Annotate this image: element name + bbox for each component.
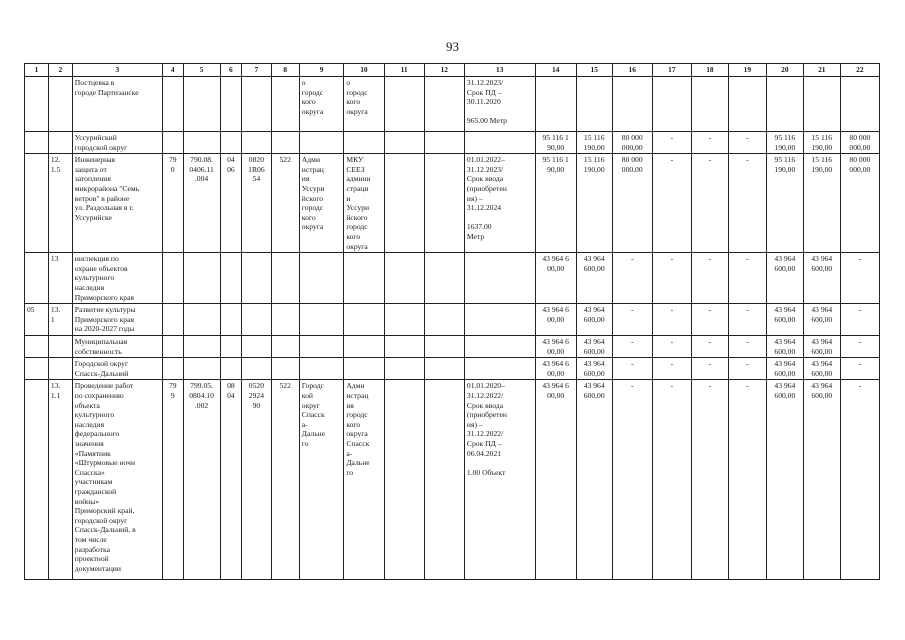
table-cell-col-14: 43 964 6 00,00 — [535, 358, 576, 380]
table-cell-col-18: - — [691, 380, 728, 580]
header-cell: 22 — [840, 64, 879, 77]
table-cell-col-22: - — [840, 380, 879, 580]
table-cell-col-22: 80 000 000,00 — [840, 154, 879, 253]
table-cell-col-2: 13. 1.1 — [48, 380, 72, 580]
table-cell-col-19: - — [728, 253, 766, 304]
table-cell-col-2 — [48, 336, 72, 358]
table-cell-col-9 — [299, 304, 344, 336]
table-cell-col-21: 43 964 600,00 — [803, 304, 840, 336]
table-cell-col-7 — [242, 77, 271, 132]
table-cell-col-9 — [299, 336, 344, 358]
table-cell-col-17: - — [652, 304, 691, 336]
table-cell-col-7 — [242, 253, 271, 304]
table-cell-col-4: 79 9 — [162, 380, 183, 580]
page-number: 93 — [446, 39, 459, 54]
table-cell-col-4 — [162, 132, 183, 154]
table-cell-col-10 — [344, 132, 384, 154]
header-cell: 3 — [72, 64, 162, 77]
table-cell-col-3: Развитие культуры Приморского края на 2020-2027 годы — [72, 304, 162, 336]
table-cell-col-17: - — [652, 132, 691, 154]
table-cell-col-2: 13 — [48, 253, 72, 304]
table-cell-col-11 — [384, 253, 424, 304]
table-cell-col-18: - — [691, 304, 728, 336]
table-row — [25, 304, 880, 336]
table-cell-col-3: Уссурийский городской округ — [72, 132, 162, 154]
table-cell-col-8 — [271, 358, 299, 380]
table-cell-col-5 — [183, 304, 220, 336]
table-cell-col-14: 95 116 1 90,00 — [535, 154, 576, 253]
table-cell-col-2: 12. 1.5 — [48, 154, 72, 253]
table-cell-col-8 — [271, 132, 299, 154]
table-cell-col-20: 43 964 600,00 — [766, 380, 803, 580]
table-cell-col-12 — [424, 336, 464, 358]
table-cell-col-20 — [766, 77, 803, 132]
table-row — [25, 336, 880, 358]
table-cell-col-8 — [271, 253, 299, 304]
table-cell-col-1: 05 — [25, 304, 49, 336]
table-cell-col-18: - — [691, 132, 728, 154]
header-cell: 6 — [220, 64, 242, 77]
table-cell-col-4 — [162, 304, 183, 336]
table-cell-col-2: 13. 1 — [48, 304, 72, 336]
table-cell-col-21: 43 964 600,00 — [803, 253, 840, 304]
table-cell-col-3: Городской округ Спасск-Дальний — [72, 358, 162, 380]
table-cell-col-21: 43 964 600,00 — [803, 380, 840, 580]
table-cell-col-12 — [424, 380, 464, 580]
table-cell-col-21: 15 116 190,00 — [803, 154, 840, 253]
table-cell-col-18: - — [691, 253, 728, 304]
table-cell-col-17 — [652, 77, 691, 132]
table-cell-col-20: 43 964 600,00 — [766, 336, 803, 358]
table-cell-col-15 — [576, 77, 612, 132]
table-cell-col-21 — [803, 77, 840, 132]
table-cell-col-22: - — [840, 304, 879, 336]
header-cell: 4 — [162, 64, 183, 77]
table-cell-col-12 — [424, 358, 464, 380]
table-cell-col-13: 01.01.2020– 31.12.2022/ Срок ввода (приобретен ия) – 31.12.2022/ Срок ПД – 06.04.2021 1.00 Объект — [464, 380, 535, 580]
table-cell-col-15: 15 116 190,00 — [576, 132, 612, 154]
table-cell-col-12 — [424, 304, 464, 336]
table-cell-col-3: Муниципальная собственность — [72, 336, 162, 358]
table-cell-col-14 — [535, 77, 576, 132]
table-row — [25, 154, 880, 253]
table-cell-col-13 — [464, 358, 535, 380]
table-cell-col-12 — [424, 154, 464, 253]
table-cell-col-19: - — [728, 380, 766, 580]
table-cell-col-18: - — [691, 358, 728, 380]
table-cell-col-10: МКУ СЕЕЗ админи страци и Уссури йского городс кого округа — [344, 154, 384, 253]
header-cell: 21 — [803, 64, 840, 77]
header-cell: 18 — [691, 64, 728, 77]
table-cell-col-6 — [220, 132, 242, 154]
table-cell-col-11 — [384, 154, 424, 253]
table-cell-col-5 — [183, 358, 220, 380]
table-cell-col-14: 95 116 1 90,00 — [535, 132, 576, 154]
table-cell-col-15: 43 964 600,00 — [576, 358, 612, 380]
table-cell-col-4 — [162, 253, 183, 304]
header-cell: 12 — [424, 64, 464, 77]
table-cell-col-13: 31.12.2023/ Срок ПД – 30.11.2020 965.00 Метр — [464, 77, 535, 132]
table-cell-col-3: Постцевка в городе Партизанске — [72, 77, 162, 132]
table-cell-col-11 — [384, 304, 424, 336]
table-cell-col-16: - — [612, 336, 652, 358]
table-cell-col-1 — [25, 358, 49, 380]
table-cell-col-1 — [25, 77, 49, 132]
table-cell-col-1 — [25, 336, 49, 358]
table-cell-col-17: - — [652, 380, 691, 580]
table-cell-col-19: - — [728, 358, 766, 380]
table-cell-col-13 — [464, 132, 535, 154]
table-cell-col-7: 0820 1R06 54 — [242, 154, 271, 253]
table-cell-col-7: 0520 2924 90 — [242, 380, 271, 580]
table-cell-col-8: 522 — [271, 154, 299, 253]
table-cell-col-15: 43 964 600,00 — [576, 304, 612, 336]
table-cell-col-14: 43 964 6 00,00 — [535, 380, 576, 580]
table-cell-col-5 — [183, 132, 220, 154]
table-cell-col-22: 80 000 000,00 — [840, 132, 879, 154]
table-cell-col-8 — [271, 304, 299, 336]
table-cell-col-6 — [220, 253, 242, 304]
table-cell-col-22 — [840, 77, 879, 132]
table-cell-col-13: 01.01.2022– 31.12.2023/ Срок ввода (приобретен ия) – 31.12.2024 1637.00 Метр — [464, 154, 535, 253]
table-cell-col-4 — [162, 77, 183, 132]
table-cell-col-16: - — [612, 380, 652, 580]
table-cell-col-18: - — [691, 336, 728, 358]
table-cell-col-18 — [691, 77, 728, 132]
table-cell-col-16: 80 000 000,00 — [612, 132, 652, 154]
header-cell: 8 — [271, 64, 299, 77]
table-cell-col-22: - — [840, 253, 879, 304]
table-cell-col-4 — [162, 358, 183, 380]
table-cell-col-10 — [344, 358, 384, 380]
table-cell-col-17: - — [652, 253, 691, 304]
table-cell-col-6 — [220, 358, 242, 380]
table-cell-col-13 — [464, 336, 535, 358]
header-cell: 11 — [384, 64, 424, 77]
header-cell: 14 — [535, 64, 576, 77]
budget-table — [24, 63, 880, 580]
table-cell-col-6: 08 04 — [220, 380, 242, 580]
table-cell-col-3: Проведение работ по сохранению объекта культурного наследия федерального значения «Памятник «Штурмовые ночи Спасска» участникам гражданской войны» Приморский край, городской округ Спасск-Дальний, в том числе разработка проектной документации — [72, 380, 162, 580]
table-cell-col-14: 43 964 6 00,00 — [535, 336, 576, 358]
table-cell-col-5: 799.05. 0804.10 .002 — [183, 380, 220, 580]
table-cell-col-8: 522 — [271, 380, 299, 580]
table-row — [25, 358, 880, 380]
table-cell-col-8 — [271, 336, 299, 358]
header-cell: 16 — [612, 64, 652, 77]
table-cell-col-9 — [299, 358, 344, 380]
table-cell-col-22: - — [840, 336, 879, 358]
table-cell-col-1 — [25, 132, 49, 154]
header-cell: 5 — [183, 64, 220, 77]
table-cell-col-5 — [183, 253, 220, 304]
table-cell-col-7 — [242, 336, 271, 358]
table-cell-col-14: 43 964 6 00,00 — [535, 253, 576, 304]
table-cell-col-8 — [271, 77, 299, 132]
table-cell-col-9: Адми истрац ия Уссури йского городс кого округа — [299, 154, 344, 253]
header-cell: 9 — [299, 64, 344, 77]
table-cell-col-21: 43 964 600,00 — [803, 336, 840, 358]
table-cell-col-17: - — [652, 336, 691, 358]
table-cell-col-6: 04 06 — [220, 154, 242, 253]
table-body — [25, 77, 880, 580]
table-cell-col-18: - — [691, 154, 728, 253]
table-cell-col-19: - — [728, 132, 766, 154]
table-cell-col-5: 790.08. 0406.11 .004 — [183, 154, 220, 253]
table-cell-col-1 — [25, 253, 49, 304]
table-cell-col-21: 15 116 190,00 — [803, 132, 840, 154]
table-cell-col-16: - — [612, 304, 652, 336]
header-cell: 13 — [464, 64, 535, 77]
table-row — [25, 253, 880, 304]
table-cell-col-16: 80 000 000,00 — [612, 154, 652, 253]
table-cell-col-7 — [242, 358, 271, 380]
table-cell-col-15: 43 964 600,00 — [576, 253, 612, 304]
table-cell-col-16 — [612, 77, 652, 132]
table-cell-col-19 — [728, 77, 766, 132]
table-cell-col-4 — [162, 336, 183, 358]
table-cell-col-10: Адми истрац ия городс кого округа Спасск а- Дальне го — [344, 380, 384, 580]
table-cell-col-9: Городс кой округ Спасск а- Дальне го — [299, 380, 344, 580]
table-cell-col-12 — [424, 253, 464, 304]
table-cell-col-16: - — [612, 253, 652, 304]
table-cell-col-5 — [183, 77, 220, 132]
table-cell-col-2 — [48, 358, 72, 380]
table-cell-col-20: 43 964 600,00 — [766, 358, 803, 380]
table-cell-col-7 — [242, 304, 271, 336]
header-cell: 2 — [48, 64, 72, 77]
table-cell-col-9: о городс кого округа — [299, 77, 344, 132]
table-cell-col-10 — [344, 253, 384, 304]
table-cell-col-10: о городс кого округа — [344, 77, 384, 132]
table-cell-col-20: 95 116 190,00 — [766, 132, 803, 154]
table-cell-col-10 — [344, 304, 384, 336]
table-cell-col-20: 95 116 190,00 — [766, 154, 803, 253]
header-cell: 20 — [766, 64, 803, 77]
table-cell-col-13 — [464, 304, 535, 336]
table-cell-col-1 — [25, 154, 49, 253]
table-cell-col-6 — [220, 77, 242, 132]
table-cell-col-12 — [424, 132, 464, 154]
header-cell: 1 — [25, 64, 49, 77]
table-cell-col-6 — [220, 336, 242, 358]
table-row — [25, 132, 880, 154]
table-cell-col-6 — [220, 304, 242, 336]
table-cell-col-11 — [384, 358, 424, 380]
table-cell-col-3: инспекция по охране объектов культурного наследия Приморского края — [72, 253, 162, 304]
table-cell-col-1 — [25, 380, 49, 580]
table-cell-col-14: 43 964 6 00,00 — [535, 304, 576, 336]
header-row — [25, 64, 880, 77]
table-cell-col-20: 43 964 600,00 — [766, 253, 803, 304]
table-cell-col-17: - — [652, 154, 691, 253]
table-cell-col-16: - — [612, 358, 652, 380]
header-cell: 19 — [728, 64, 766, 77]
table-cell-col-19: - — [728, 154, 766, 253]
table-cell-col-9 — [299, 253, 344, 304]
table-cell-col-15: 43 964 600,00 — [576, 380, 612, 580]
header-cell: 17 — [652, 64, 691, 77]
table-cell-col-19: - — [728, 336, 766, 358]
table-cell-col-2 — [48, 77, 72, 132]
table-cell-col-11 — [384, 380, 424, 580]
header-cell: 7 — [242, 64, 271, 77]
table-cell-col-5 — [183, 336, 220, 358]
table-row — [25, 77, 880, 132]
table-cell-col-22: - — [840, 358, 879, 380]
table-cell-col-9 — [299, 132, 344, 154]
table-cell-col-2 — [48, 132, 72, 154]
header-cell: 15 — [576, 64, 612, 77]
table-cell-col-3: Инженерная защита от затопления микрорайона "Семь ветров" в районе ул. Раздольная в г. Уссурийске — [72, 154, 162, 253]
table-cell-col-11 — [384, 77, 424, 132]
table-cell-col-20: 43 964 600,00 — [766, 304, 803, 336]
table-cell-col-7 — [242, 132, 271, 154]
table-cell-col-19: - — [728, 304, 766, 336]
table-row — [25, 380, 880, 580]
table-cell-col-11 — [384, 336, 424, 358]
table-cell-col-15: 15 116 190,00 — [576, 154, 612, 253]
table-cell-col-4: 79 0 — [162, 154, 183, 253]
header-cell: 10 — [344, 64, 384, 77]
table-cell-col-10 — [344, 336, 384, 358]
table-cell-col-21: 43 964 600,00 — [803, 358, 840, 380]
table-cell-col-12 — [424, 77, 464, 132]
table-cell-col-13 — [464, 253, 535, 304]
table-cell-col-17: - — [652, 358, 691, 380]
table-cell-col-11 — [384, 132, 424, 154]
table-cell-col-15: 43 964 600,00 — [576, 336, 612, 358]
